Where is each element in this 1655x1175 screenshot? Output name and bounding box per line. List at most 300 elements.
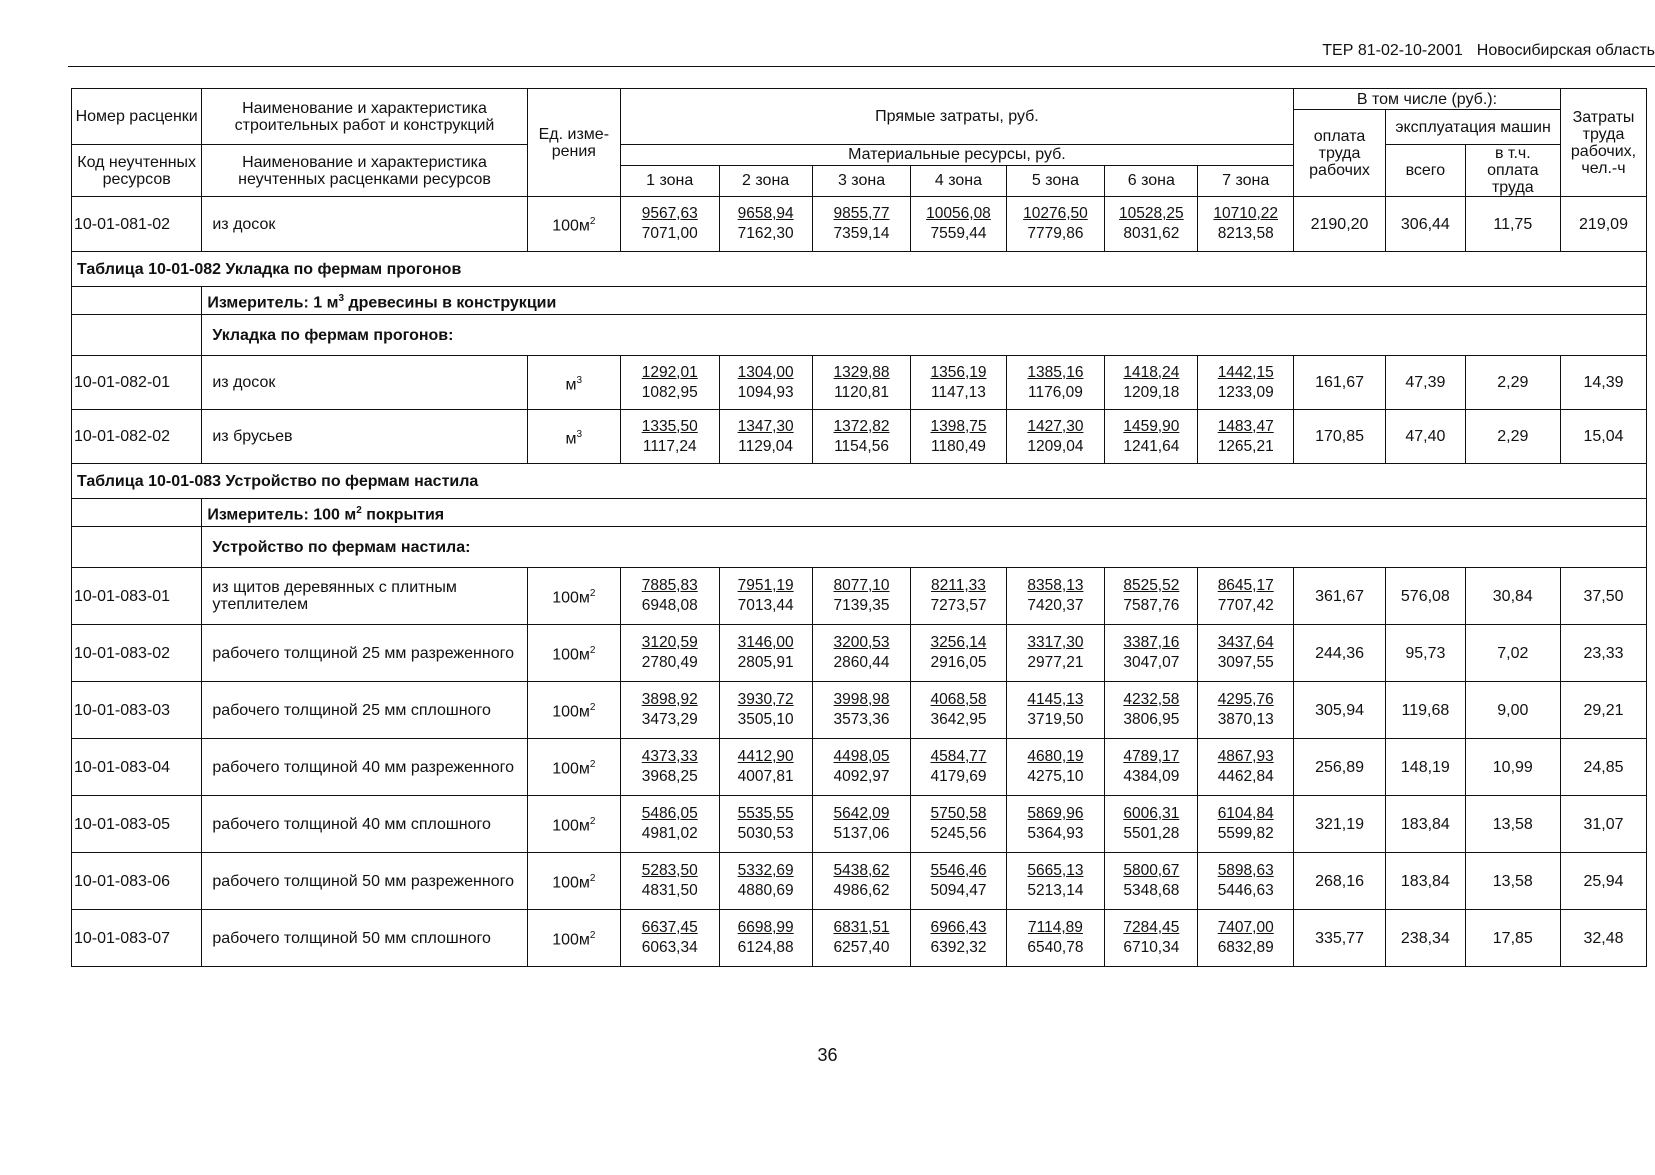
- machine-labor: 13,58: [1465, 853, 1560, 910]
- direct-cost: 7885,83: [641, 577, 698, 594]
- unit-text: 100м: [552, 703, 590, 721]
- rate-name: рабочего толщиной 40 мм разреженного: [202, 739, 527, 796]
- zone-value: [911, 197, 1006, 252]
- rate-name: из щитов деревянных с плитным утеплителем: [202, 568, 527, 625]
- group-row: [72, 315, 1647, 356]
- rate-unit: [527, 796, 620, 853]
- zone-value: [1105, 796, 1198, 853]
- direct-cost: 3146,00: [737, 634, 794, 651]
- unit-text: 100м: [552, 760, 590, 778]
- section-title: Таблица 10-01-082 Укладка по фермам прогонов: [72, 252, 1647, 287]
- zone-value: [719, 356, 812, 410]
- material-cost: 4007,81: [737, 768, 794, 785]
- measure-row: [72, 499, 1647, 527]
- material-cost: 5446,63: [1217, 882, 1274, 899]
- direct-cost: 1385,16: [1027, 363, 1084, 381]
- zone-header: 1 зона: [620, 165, 719, 196]
- material-cost: 5245,56: [930, 825, 987, 842]
- zone-value: [1006, 853, 1105, 910]
- zone-value: [1105, 910, 1198, 967]
- zone-value: [911, 625, 1006, 682]
- machine-labor: 30,84: [1465, 568, 1560, 625]
- col-header-including: В том числе (руб.):: [1293, 89, 1560, 110]
- material-cost: 5364,93: [1027, 825, 1084, 842]
- material-cost: 4462,84: [1217, 768, 1274, 785]
- direct-cost: 1347,30: [737, 417, 794, 435]
- zone-value: [1198, 682, 1293, 739]
- material-cost: 4092,97: [833, 768, 890, 785]
- material-cost: 1154,56: [834, 437, 889, 455]
- material-cost: 3097,55: [1217, 654, 1274, 671]
- labor-pay: 268,16: [1293, 853, 1385, 910]
- zone-value: [911, 796, 1006, 853]
- zone-value: [1105, 356, 1198, 410]
- zone-value: [1198, 568, 1293, 625]
- material-cost: 2805,91: [737, 654, 794, 671]
- direct-cost: 9567,63: [641, 205, 698, 222]
- material-cost: 6124,88: [737, 939, 794, 956]
- labor-hours: 31,07: [1561, 796, 1647, 853]
- zone-value: [911, 853, 1006, 910]
- group-label: Укладка по фермам прогонов:: [202, 315, 1647, 356]
- zone-value: [1006, 625, 1105, 682]
- zone-value: [1198, 796, 1293, 853]
- zone-value: [812, 739, 911, 796]
- machine-total: 576,08: [1386, 568, 1465, 625]
- direct-cost: 10528,25: [1119, 205, 1184, 222]
- rate-name: рабочего толщиной 50 мм разреженного: [202, 853, 527, 910]
- table-row: [72, 568, 1647, 625]
- zone-value: [1105, 568, 1198, 625]
- blank-cell: [72, 287, 202, 315]
- material-cost: 7071,00: [641, 225, 698, 242]
- blank-cell: [72, 315, 202, 356]
- material-cost: 4384,09: [1123, 768, 1180, 785]
- material-cost: 3968,25: [641, 768, 698, 785]
- material-cost: 1233,09: [1217, 383, 1274, 401]
- material-cost: 1176,09: [1028, 383, 1083, 401]
- direct-cost: 10276,50: [1023, 205, 1088, 222]
- measure-text: Измеритель: 100 м: [207, 506, 357, 524]
- zone-header: 3 зона: [812, 165, 911, 196]
- direct-cost: 1483,47: [1217, 417, 1274, 435]
- table-row: [72, 853, 1647, 910]
- material-cost: 6257,40: [833, 939, 890, 956]
- zone-value: [812, 796, 911, 853]
- group-label: Устройство по фермам настила:: [202, 527, 1647, 568]
- direct-cost: 4867,93: [1217, 748, 1274, 765]
- labor-pay: 170,85: [1293, 410, 1385, 464]
- material-cost: 4179,69: [930, 768, 987, 785]
- labor-hours: 219,09: [1561, 197, 1647, 252]
- material-cost: 7559,44: [930, 225, 987, 242]
- zone-value: [812, 853, 911, 910]
- material-cost: 4880,69: [737, 882, 794, 899]
- machine-total: 183,84: [1386, 796, 1465, 853]
- unit-exponent: 2: [589, 702, 596, 714]
- zone-value: [620, 356, 719, 410]
- unit-text: 100м: [552, 589, 590, 607]
- zone-value: [620, 853, 719, 910]
- unit-exponent: 2: [589, 873, 596, 885]
- machine-total: 47,39: [1386, 356, 1465, 410]
- direct-cost: 1398,75: [930, 417, 987, 435]
- machine-labor: 2,29: [1465, 410, 1560, 464]
- machine-total: 95,73: [1386, 625, 1465, 682]
- unit-exponent: 3: [576, 374, 583, 386]
- direct-cost: 10710,22: [1213, 205, 1279, 222]
- col-header-unit: Ед. изме-рения: [527, 89, 620, 197]
- machine-total: 47,40: [1386, 410, 1465, 464]
- machine-total: 238,34: [1386, 910, 1465, 967]
- material-cost: 5348,68: [1123, 882, 1180, 899]
- labor-hours: 32,48: [1561, 910, 1647, 967]
- machine-labor: 2,29: [1465, 356, 1560, 410]
- unit-exponent: 2: [589, 816, 596, 828]
- zone-value: [719, 625, 812, 682]
- zone-value: [812, 910, 911, 967]
- direct-cost: 5800,67: [1123, 862, 1180, 879]
- direct-cost: 4412,90: [737, 748, 794, 765]
- direct-cost: 4232,58: [1123, 691, 1180, 708]
- material-cost: 8213,58: [1217, 225, 1274, 242]
- direct-cost: 5869,96: [1027, 805, 1084, 822]
- material-cost: 4275,10: [1027, 768, 1084, 785]
- table-row: [72, 796, 1647, 853]
- zone-value: [1105, 853, 1198, 910]
- machine-labor: 7,02: [1465, 625, 1560, 682]
- material-cost: 6710,34: [1123, 939, 1180, 956]
- zone-value: [1006, 910, 1105, 967]
- material-cost: 7162,30: [737, 225, 794, 242]
- material-cost: 3505,10: [737, 711, 794, 728]
- zone-value: [812, 568, 911, 625]
- table-row: [72, 410, 1647, 464]
- direct-cost: 6698,99: [737, 919, 794, 936]
- direct-cost: 5750,58: [930, 805, 987, 822]
- material-cost: 5094,47: [930, 882, 987, 899]
- rate-name: из досок: [202, 197, 527, 252]
- material-cost: 3806,95: [1123, 711, 1180, 728]
- material-cost: 3870,13: [1217, 711, 1274, 728]
- direct-cost: 1292,01: [641, 363, 698, 381]
- rate-name: рабочего толщиной 25 мм разреженного: [202, 625, 527, 682]
- direct-cost: 6006,31: [1123, 805, 1180, 822]
- material-cost: 1082,95: [641, 383, 698, 401]
- zone-value: [1198, 625, 1293, 682]
- material-cost: 7420,37: [1027, 597, 1084, 614]
- direct-cost: 1442,15: [1217, 363, 1274, 381]
- machine-labor: 17,85: [1465, 910, 1560, 967]
- machine-total: 306,44: [1386, 197, 1465, 252]
- direct-cost: 7284,45: [1123, 919, 1180, 936]
- labor-hours: 14,39: [1561, 356, 1647, 410]
- zone-value: [1105, 682, 1198, 739]
- material-cost: 5501,28: [1123, 825, 1180, 842]
- direct-cost: 6637,45: [641, 919, 698, 936]
- zone-value: [620, 796, 719, 853]
- direct-cost: 4145,13: [1027, 691, 1084, 708]
- direct-cost: 6831,51: [833, 919, 890, 936]
- table-row: [72, 356, 1647, 410]
- direct-cost: 7951,19: [737, 577, 794, 594]
- labor-pay: 2190,20: [1293, 197, 1385, 252]
- zone-value: [719, 910, 812, 967]
- zone-value: [1006, 796, 1105, 853]
- zone-value: [1198, 910, 1293, 967]
- rate-name: рабочего толщиной 25 мм сплошного: [202, 682, 527, 739]
- group-row: [72, 527, 1647, 568]
- material-cost: 1265,21: [1217, 437, 1274, 455]
- unit-text: 100м: [552, 217, 590, 235]
- direct-cost: 4068,58: [930, 691, 987, 708]
- measure-row: [72, 287, 1647, 315]
- table-row: [72, 739, 1647, 796]
- direct-cost: 1372,82: [833, 417, 890, 435]
- zone-value: [620, 197, 719, 252]
- zone-header: 5 зона: [1006, 165, 1105, 196]
- zone-value: [719, 682, 812, 739]
- direct-cost: 5283,50: [641, 862, 698, 879]
- zone-value: [1006, 568, 1105, 625]
- material-cost: 1129,04: [738, 437, 794, 455]
- rate-code: 10-01-082-01: [72, 356, 202, 410]
- zone-header: 4 зона: [911, 165, 1006, 196]
- measure-tail: покрытия: [361, 506, 445, 524]
- zone-value: [719, 796, 812, 853]
- zone-value: [620, 910, 719, 967]
- direct-cost: 3998,98: [833, 691, 890, 708]
- direct-cost: 4498,05: [833, 748, 890, 765]
- direct-cost: 9855,77: [833, 205, 890, 222]
- col-header-rate-number: Номер расценки: [72, 89, 202, 145]
- section-row: [72, 252, 1647, 287]
- zone-value: [719, 739, 812, 796]
- rate-name: рабочего толщиной 50 мм сплошного: [202, 910, 527, 967]
- machine-labor: 9,00: [1465, 682, 1560, 739]
- measure-tail: древесины в конструкции: [344, 294, 557, 312]
- material-cost: 1209,04: [1027, 437, 1084, 455]
- rate-code: 10-01-083-05: [72, 796, 202, 853]
- zone-value: [620, 568, 719, 625]
- material-cost: 3047,07: [1123, 654, 1180, 671]
- direct-cost: 7407,00: [1217, 919, 1274, 936]
- table-row: [72, 625, 1647, 682]
- unit-exponent: 2: [589, 759, 596, 771]
- zone-value: [812, 197, 911, 252]
- direct-cost: 4373,33: [641, 748, 698, 765]
- labor-pay: 161,67: [1293, 356, 1385, 410]
- material-cost: 2916,05: [930, 654, 987, 671]
- zone-value: [1105, 739, 1198, 796]
- zone-value: [1006, 410, 1105, 464]
- material-cost: 7013,44: [737, 597, 794, 614]
- material-cost: 7779,86: [1027, 225, 1084, 242]
- rate-unit: [527, 682, 620, 739]
- header-rule: [68, 66, 1655, 67]
- zone-value: [620, 625, 719, 682]
- rate-code: 10-01-081-02: [72, 197, 202, 252]
- unit-text: 100м: [552, 874, 590, 892]
- zone-value: [719, 197, 812, 252]
- measure-exponent: 2: [356, 504, 362, 516]
- rate-unit: [527, 853, 620, 910]
- rate-code: 10-01-083-07: [72, 910, 202, 967]
- direct-cost: 8525,52: [1123, 577, 1180, 594]
- direct-cost: 3120,59: [641, 634, 698, 651]
- machine-total: 183,84: [1386, 853, 1465, 910]
- zone-value: [1006, 356, 1105, 410]
- unit-exponent: 2: [589, 930, 596, 942]
- zone-value: [911, 910, 1006, 967]
- direct-cost: 1356,19: [930, 363, 987, 381]
- material-cost: 6948,08: [641, 597, 698, 614]
- measure-label: [202, 287, 1647, 315]
- zone-value: [1198, 410, 1293, 464]
- zone-value: [1105, 625, 1198, 682]
- material-cost: 2977,21: [1027, 654, 1084, 671]
- col-header-labor-costs: Затраты труда рабочих, чел.-ч: [1561, 89, 1647, 197]
- machine-labor: 11,75: [1465, 197, 1560, 252]
- material-cost: 8031,62: [1123, 225, 1180, 242]
- rate-unit: [527, 197, 620, 252]
- material-cost: 3642,95: [930, 711, 987, 728]
- material-cost: 3573,36: [833, 711, 890, 728]
- material-cost: 1147,13: [931, 383, 986, 401]
- zone-header: 6 зона: [1105, 165, 1198, 196]
- zone-value: [1006, 197, 1105, 252]
- labor-pay: 361,67: [1293, 568, 1385, 625]
- zone-value: [812, 625, 911, 682]
- rate-name: рабочего толщиной 40 мм сплошного: [202, 796, 527, 853]
- rate-unit: [527, 625, 620, 682]
- direct-cost: 3930,72: [737, 691, 794, 708]
- zone-value: [1198, 197, 1293, 252]
- material-cost: 1094,93: [737, 383, 794, 401]
- unit-exponent: 3: [576, 428, 583, 440]
- machine-labor: 10,99: [1465, 739, 1560, 796]
- labor-hours: 24,85: [1561, 739, 1647, 796]
- labor-pay: 244,36: [1293, 625, 1385, 682]
- zone-value: [620, 682, 719, 739]
- col-header-material-resources: Материальные ресурсы, руб.: [620, 145, 1293, 166]
- direct-cost: 1418,24: [1123, 363, 1180, 381]
- zone-value: [911, 568, 1006, 625]
- material-cost: 6832,89: [1217, 939, 1274, 956]
- material-cost: 4981,02: [641, 825, 698, 842]
- rate-unit: [527, 910, 620, 967]
- material-cost: 4986,62: [833, 882, 890, 899]
- col-header-machine-ops: эксплуатация машин: [1386, 110, 1561, 145]
- direct-cost: 1427,30: [1027, 417, 1084, 435]
- direct-cost: 1304,00: [737, 363, 794, 381]
- direct-cost: 5535,55: [737, 805, 794, 822]
- blank-cell: [72, 499, 202, 527]
- unit-text: м: [565, 430, 577, 448]
- region-name: Новосибирская область: [1476, 42, 1655, 59]
- table-row: [72, 910, 1647, 967]
- measure-exponent: 3: [338, 292, 344, 304]
- rate-code: 10-01-083-01: [72, 568, 202, 625]
- direct-cost: 3256,14: [930, 634, 987, 651]
- material-cost: 2780,49: [641, 654, 698, 671]
- direct-cost: 1335,50: [641, 417, 698, 435]
- zone-value: [719, 853, 812, 910]
- material-cost: 3473,29: [641, 711, 698, 728]
- direct-cost: 5438,62: [833, 862, 890, 879]
- direct-cost: 5546,46: [930, 862, 987, 879]
- material-cost: 7273,57: [930, 597, 987, 614]
- material-cost: 1241,64: [1123, 437, 1180, 455]
- zone-header: 2 зона: [719, 165, 812, 196]
- unit-exponent: 2: [589, 588, 596, 600]
- material-cost: 1209,18: [1123, 383, 1180, 401]
- labor-pay: 335,77: [1293, 910, 1385, 967]
- unit-text: 100м: [552, 817, 590, 835]
- labor-hours: 23,33: [1561, 625, 1647, 682]
- machine-total: 148,19: [1386, 739, 1465, 796]
- col-header-direct-costs: Прямые затраты, руб.: [620, 89, 1293, 145]
- rate-code: 10-01-083-04: [72, 739, 202, 796]
- col-header-machine-labor: в т.ч. оплата труда: [1465, 145, 1560, 197]
- direct-cost: 5665,13: [1027, 862, 1084, 879]
- zone-value: [911, 410, 1006, 464]
- measure-label: [202, 499, 1647, 527]
- direct-cost: 4789,17: [1123, 748, 1180, 765]
- material-cost: 6392,32: [930, 939, 987, 956]
- labor-pay: 256,89: [1293, 739, 1385, 796]
- material-cost: 5030,53: [737, 825, 794, 842]
- direct-cost: 8211,33: [931, 577, 986, 594]
- material-cost: 7359,14: [833, 225, 890, 242]
- measure-text: Измеритель: 1 м: [207, 294, 339, 312]
- zone-value: [1105, 410, 1198, 464]
- zone-value: [812, 356, 911, 410]
- labor-hours: 37,50: [1561, 568, 1647, 625]
- direct-cost: 6104,84: [1217, 805, 1274, 822]
- material-cost: 7139,35: [833, 597, 890, 614]
- material-cost: 4831,50: [641, 882, 698, 899]
- machine-labor: 13,58: [1465, 796, 1560, 853]
- direct-cost: 1329,88: [833, 363, 890, 381]
- rate-unit: [527, 568, 620, 625]
- direct-cost: 8358,13: [1027, 577, 1084, 594]
- zone-value: [1198, 356, 1293, 410]
- rate-code: 10-01-082-02: [72, 410, 202, 464]
- direct-cost: 9658,94: [737, 205, 794, 222]
- unit-exponent: 2: [589, 216, 596, 228]
- col-header-resource-name: Наименование и характеристика неучтенных расценками ресурсов: [202, 145, 527, 197]
- direct-cost: 4295,76: [1217, 691, 1274, 708]
- direct-cost: 8645,17: [1217, 577, 1274, 594]
- rate-unit: [527, 356, 620, 410]
- direct-cost: 6966,43: [930, 919, 987, 936]
- direct-cost: 10056,08: [926, 205, 991, 222]
- unit-text: м: [565, 376, 577, 394]
- zone-value: [1105, 197, 1198, 252]
- rate-unit: [527, 410, 620, 464]
- material-cost: 7707,42: [1217, 597, 1274, 614]
- section-title: Таблица 10-01-083 Устройство по фермам настила: [72, 464, 1647, 499]
- blank-cell: [72, 527, 202, 568]
- labor-hours: 15,04: [1561, 410, 1647, 464]
- zone-value: [812, 682, 911, 739]
- col-header-labor-pay: оплата труда рабочих: [1293, 110, 1385, 197]
- rates-table: [71, 88, 1647, 967]
- direct-cost: 3200,53: [833, 634, 890, 651]
- labor-pay: 321,19: [1293, 796, 1385, 853]
- machine-total: 119,68: [1386, 682, 1465, 739]
